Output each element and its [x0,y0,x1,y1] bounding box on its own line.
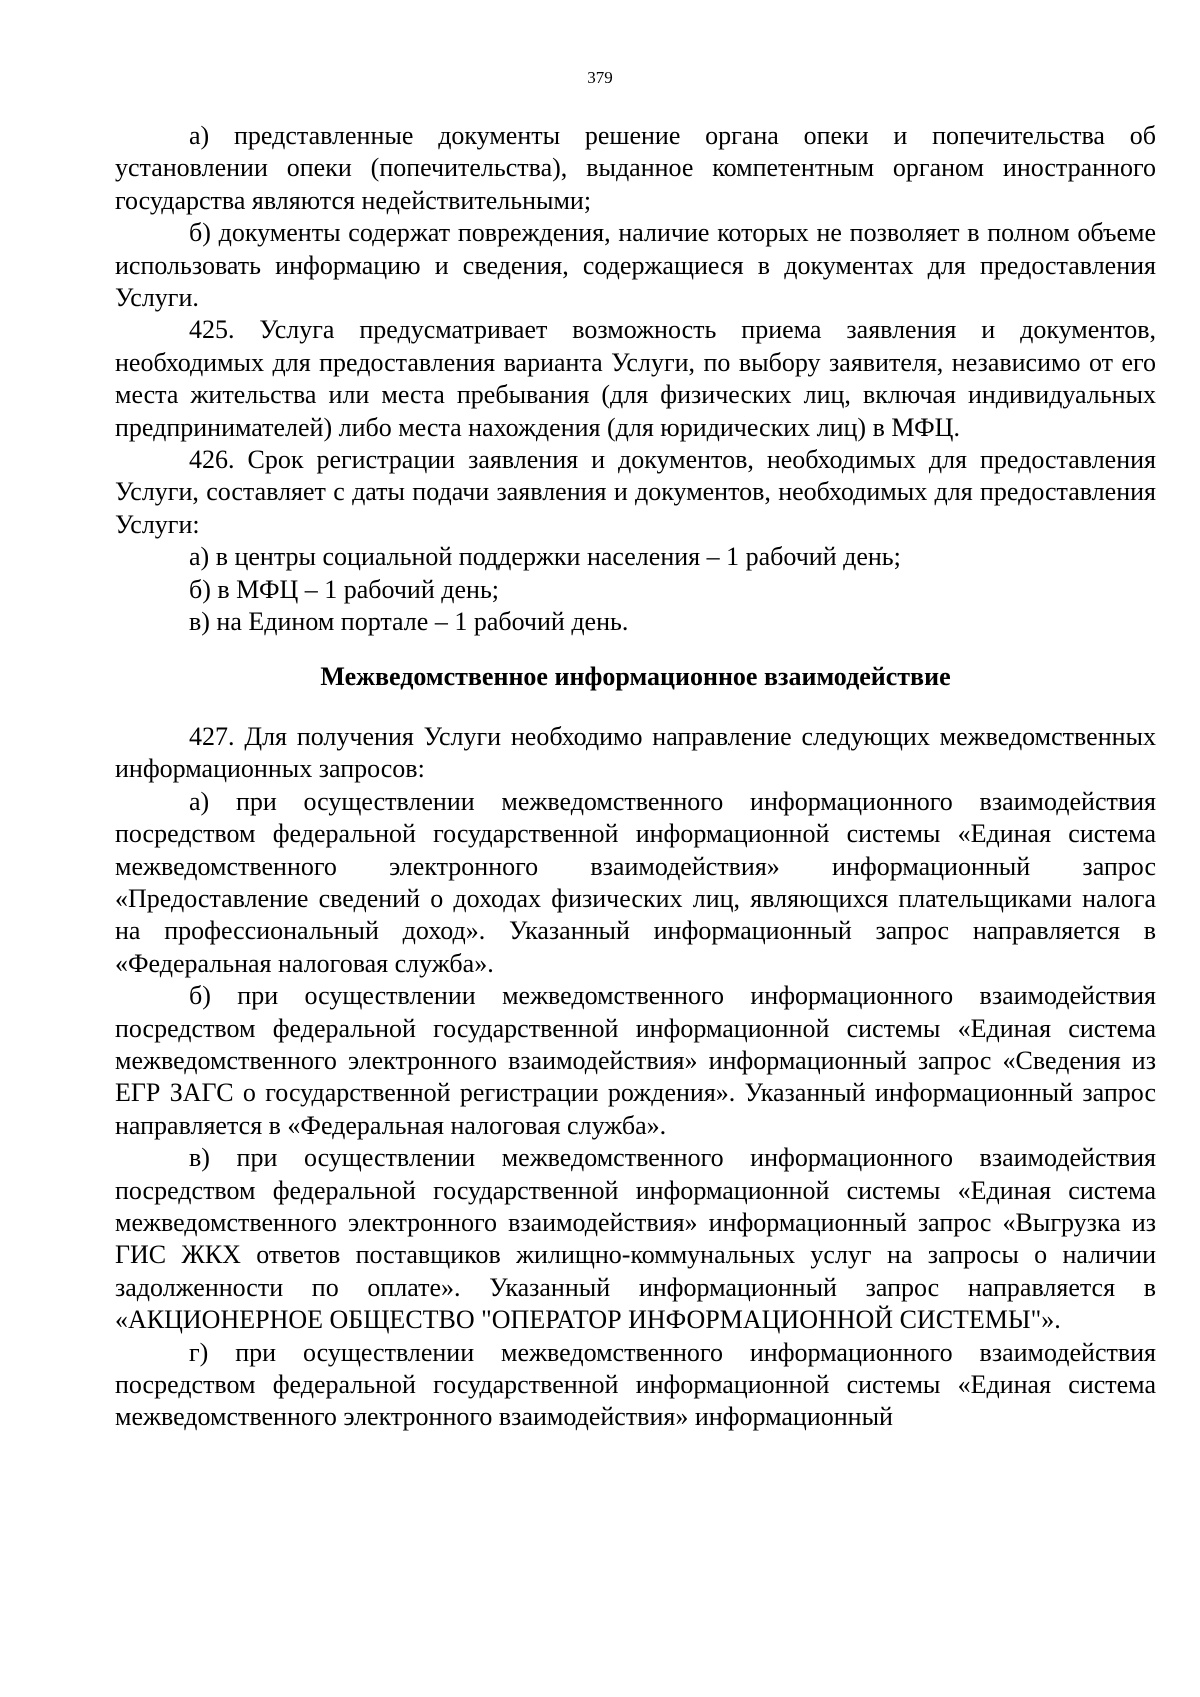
paragraph-427-c: в) при осуществлении межведомственного информационного взаимодействия посредством федеральной государственной информационной системы «Единая система межведомственного электронного взаимодействия» информационный запрос «Выгрузка из ГИС ЖКХ ответов поставщиков жилищно-коммунальных услуг на запросы о наличии задолженности по оплате». Указанный информационный запрос направляется в «АКЦИОНЕРНОЕ ОБЩЕСТВО "ОПЕРАТОР ИНФОРМАЦИОННОЙ СИСТЕМЫ"». [115,1143,1156,1335]
paragraph-425: 425. Услуга предусматривает возможность приема заявления и документов, необходимых для предоставления варианта Услуги, по выбору заявителя, независимо от его места жительства или места пребывания (для физических лиц, включая индивидуальных предпринимателей) либо места нахождения (для юридических лиц) в МФЦ. [115,315,1156,442]
paragraph-427-a: а) при осуществлении межведомственного информационного взаимодействия посредством федеральной государственной информационной системы «Единая система межведомственного электронного взаимодействия» информационный запрос «Предоставление сведений о доходах физических лиц, являющихся плательщиками налога на профессиональный доход». Указанный информационный запрос направляется в «Федеральная налоговая служба». [115,786,1156,978]
document-body [115,120,1156,1434]
section-heading: Межведомственное информационное взаимодействие [320,661,951,691]
paragraph-426-b: б) в МФЦ – 1 рабочий день; [189,574,500,604]
paragraph-427-d: г) при осуществлении межведомственного информационного взаимодействия посредством федеральной государственной информационной системы «Единая система межведомственного электронного взаимодействия» информационный [115,1337,1156,1432]
paragraph-rejection-b: б) документы содержат повреждения, наличие которых не позволяет в полном объеме использовать информацию и сведения, содержащиеся в документах для предоставления Услуги. [115,218,1156,313]
page-number: 379 [587,68,613,87]
paragraph-426-a: а) в центры социальной поддержки населения – 1 рабочий день; [189,542,901,572]
paragraph-rejection-a: а) представленные документы решение органа опеки и попечительства об установлении опеки (попечительства), выданное компетентным органом иностранного государства являются недействительными; [115,121,1156,215]
paragraph-426-c: в) на Едином портале – 1 рабочий день. [189,607,629,637]
paragraph-426: 426. Срок регистрации заявления и документов, необходимых для предоставления Услуги, составляет с даты подачи заявления и документов, необходимых для предоставления Услуги: [115,445,1156,539]
paragraph-427: 427. Для получения Услуги необходимо направление следующих межведомственных информационных запросов: [115,721,1156,784]
paragraph-427-b: б) при осуществлении межведомственного информационного взаимодействия посредством федеральной государственной информационной системы «Единая система межведомственного электронного взаимодействия» информационный запрос «Сведения из ЕГР ЗАГС о государственной регистрации рождения». Указанный информационный запрос направляется в «Федеральная налоговая служба». [115,981,1156,1140]
